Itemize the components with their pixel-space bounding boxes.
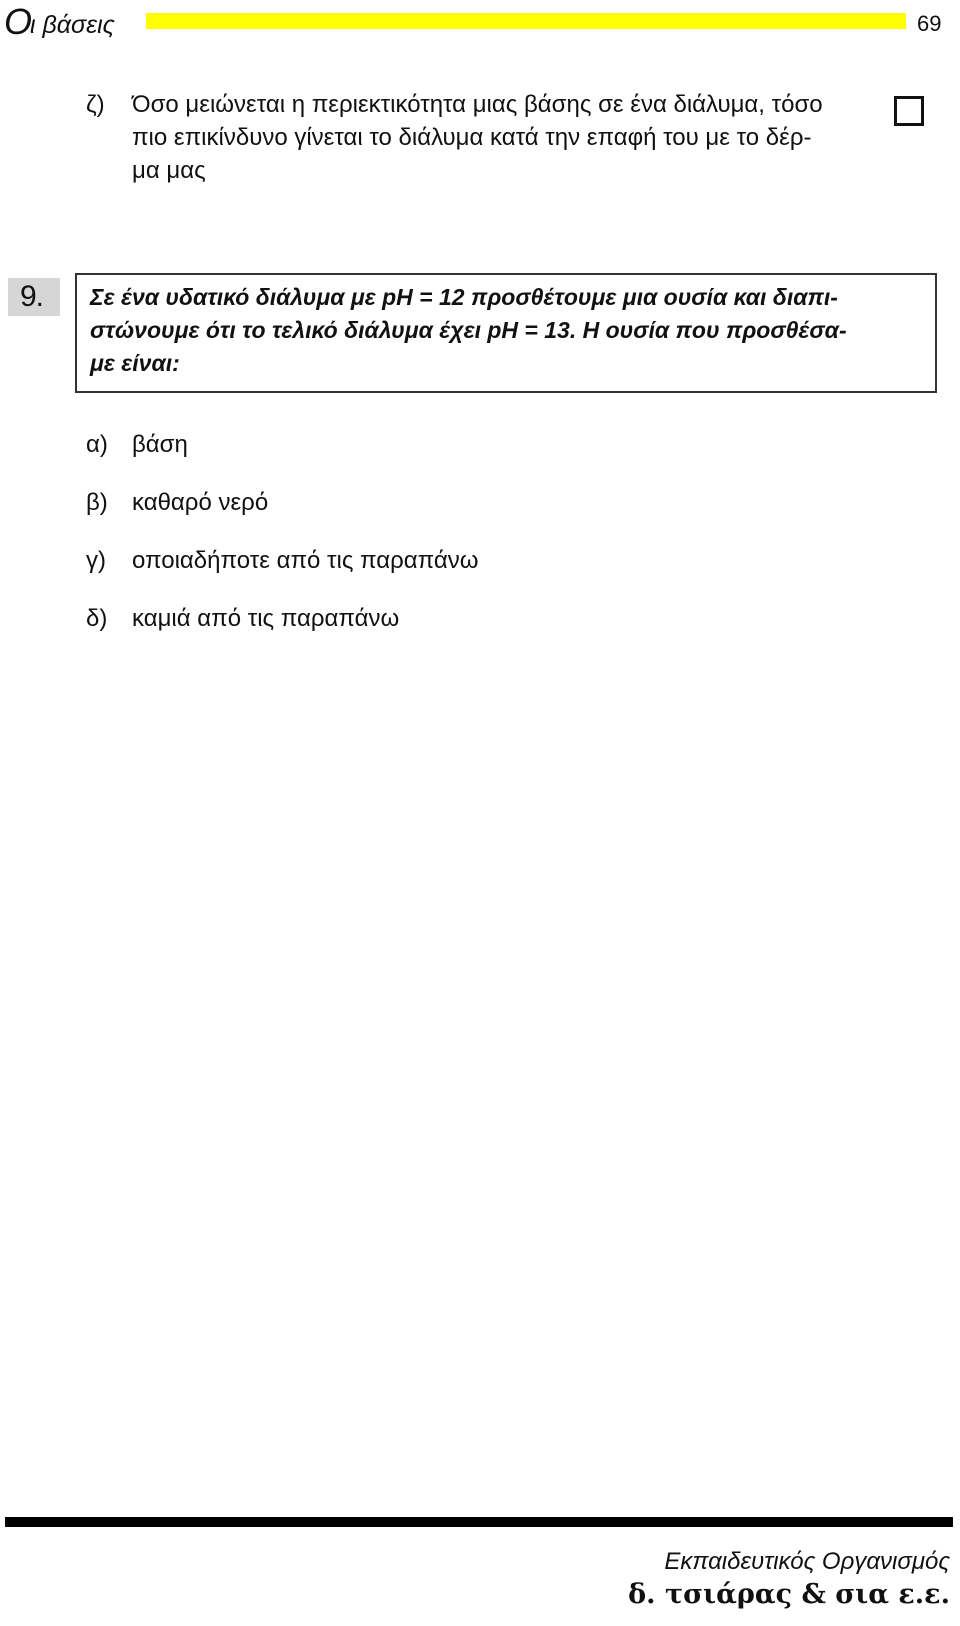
statement-label: ζ) (86, 91, 105, 118)
footer-publisher: δ. τσιάρας & σια ε.ε. (628, 1579, 950, 1610)
question-box (75, 273, 937, 393)
question-line: Σε ένα υδατικό διάλυμα με pH = 12 προσθέτουμε μια ουσία και διαπι- (90, 284, 838, 310)
option-text: καμιά από τις παραπάνω (132, 605, 400, 632)
answer-checkbox[interactable] (894, 96, 924, 126)
option-text: βάση (132, 431, 188, 458)
header-accent-bar (146, 13, 906, 29)
option-a[interactable] (86, 430, 188, 460)
option-label: γ) (86, 547, 106, 574)
footer-rule (5, 1517, 953, 1527)
chapter-title-initial: Ο (4, 1, 33, 42)
statement-line: μα μας (132, 157, 206, 184)
question-line: στώνουμε ότι το τελικό διάλυμα έχει pH = 13. Η ουσία που προσθέσα- (90, 317, 847, 343)
page-header (0, 0, 960, 50)
page-number: 69 (917, 11, 942, 36)
statement-line: Όσο μειώνεται η περιεκτικότητα μιας βάσης σε ένα διάλυμα, τόσο (132, 91, 823, 118)
option-label: α) (86, 431, 108, 458)
question-text (90, 281, 930, 380)
footer-organization: Εκπαιδευτικός Οργανισμός (664, 1548, 950, 1575)
question-line: με είναι: (90, 350, 180, 376)
statement-line: πιο επικίνδυνο γίνεται το διάλυμα κατά την επαφή του με το δέρ- (132, 124, 812, 151)
chapter-title: ι βάσεις (30, 11, 115, 39)
option-label: δ) (86, 605, 108, 632)
option-b[interactable] (86, 488, 268, 518)
option-c[interactable] (86, 546, 479, 576)
option-text: καθαρό νερό (132, 489, 269, 516)
option-label: β) (86, 489, 108, 516)
question-number: 9. (20, 280, 44, 313)
statement-text (132, 88, 832, 187)
option-d[interactable] (86, 604, 399, 634)
option-text: οποιαδήποτε από τις παραπάνω (132, 547, 479, 574)
